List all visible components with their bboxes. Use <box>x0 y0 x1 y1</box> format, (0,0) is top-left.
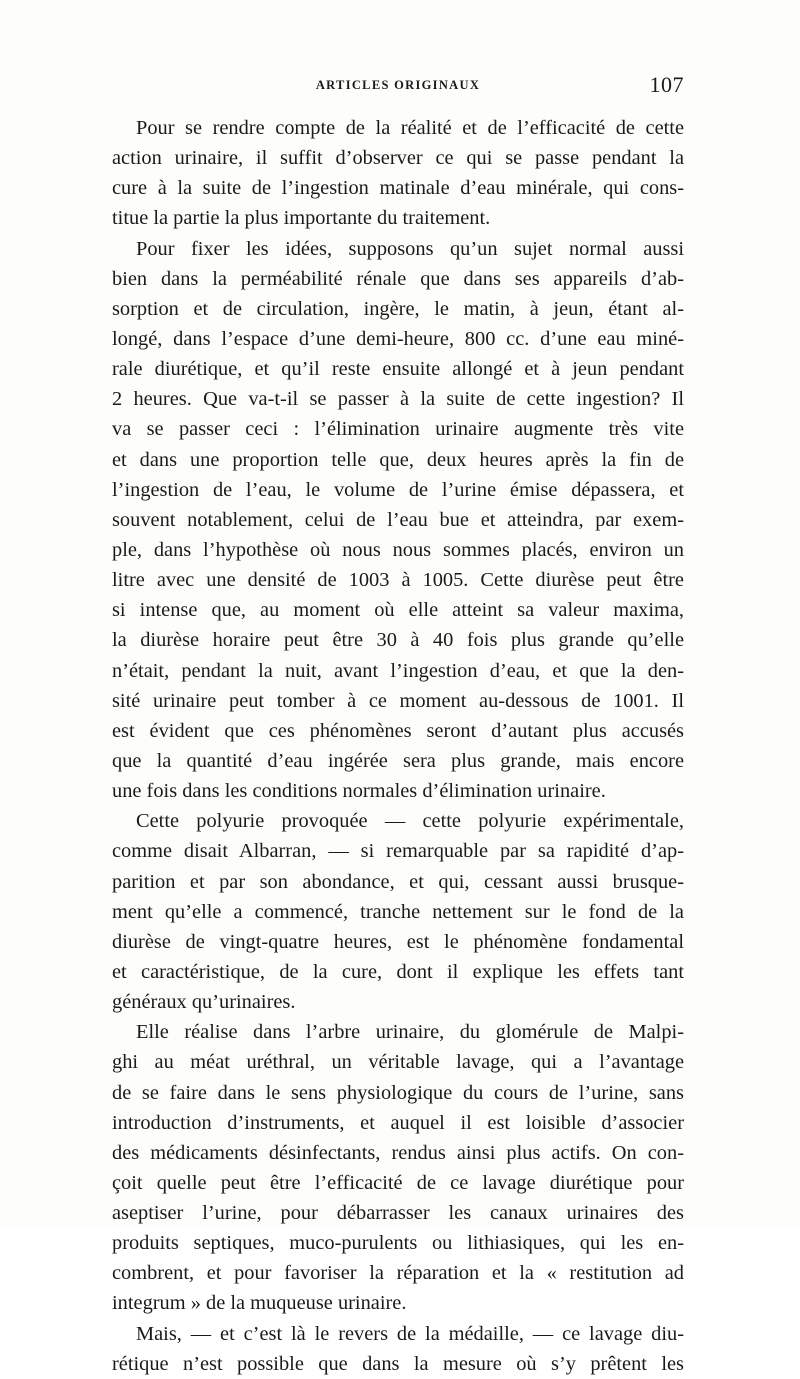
paragraph-line: sité urinaire peut tomber à ce moment au-dessous de 1001. Il <box>112 689 684 712</box>
paragraph-line: bien dans la perméabilité rénale que dans ses appareils d’ab- <box>112 267 684 290</box>
paragraph-line: rale diurétique, et qu’il reste ensuite allongé et à jeun pendant <box>112 358 684 381</box>
paragraph-line: ghi au méat uréthral, un véritable lavage, qui a l’avantage <box>112 1051 684 1074</box>
paragraph-line: est évident que ces phénomènes seront d’autant plus accusés <box>112 719 684 742</box>
paragraph-line: de se faire dans le sens physiologique du cours de l’urine, sans <box>112 1081 684 1104</box>
paragraph-line: et caractéristique, de la cure, dont il explique les effets tant <box>112 960 684 983</box>
paragraph-line: çoit quelle peut être l’efficacité de ce lavage diurétique pour <box>112 1171 684 1194</box>
paragraph-line: comme disait Albarran, — si remarquable par sa rapidité d’ap- <box>112 840 684 863</box>
paragraph-line: parition et par son abondance, et qui, cessant aussi brusque- <box>112 870 684 893</box>
running-title: ARTICLES ORIGINAUX <box>315 78 481 92</box>
paragraph-line: Elle réalise dans l’arbre urinaire, du glomérule de Malpi- <box>136 1021 684 1044</box>
paragraph-line: titue la partie la plus importante du traitement. <box>112 207 491 230</box>
paragraph-line: produits septiques, muco-purulents ou lithiasiques, qui les en- <box>112 1232 684 1255</box>
paragraph-line: va se passer ceci : l’élimination urinaire augmente très vite <box>112 418 684 441</box>
paragraph-line: ment qu’elle a commencé, tranche nettement sur le fond de la <box>112 900 684 923</box>
paragraph-line: la diurèse horaire peut être 30 à 40 fois plus grande qu’elle <box>112 629 684 652</box>
paragraph-line: Pour fixer les idées, supposons qu’un sujet normal aussi <box>136 237 684 260</box>
paragraph-line: litre avec une densité de 1003 à 1005. Cette diurèse peut être <box>112 569 684 592</box>
paragraph-line: si intense que, au moment où elle atteint sa valeur maxima, <box>112 599 684 622</box>
paragraph-line: Cette polyurie provoquée — cette polyurie expérimentale, <box>136 810 684 833</box>
paragraph-line: Pour se rendre compte de la réalité et de l’efficacité de cette <box>136 117 684 139</box>
page-number: 107 <box>649 72 684 97</box>
page-header <box>112 72 684 100</box>
paragraph-line: des médicaments désinfectants, rendus ainsi plus actifs. On con- <box>112 1141 684 1164</box>
paragraph-line: combrent, et pour favoriser la réparation et la « restitution ad <box>112 1262 684 1285</box>
paragraph-line: diurèse de vingt-quatre heures, est le phénomène fondamental <box>112 930 684 953</box>
paragraph-line: et dans une proportion telle que, deux heures après la fin de <box>112 448 684 471</box>
paragraph-line: que la quantité d’eau ingérée sera plus grande, mais encore <box>112 749 684 772</box>
body-text <box>112 113 684 1379</box>
paragraph-line: rétique n’est possible que dans la mesure où s’y prêtent les <box>112 1352 684 1375</box>
paragraph-line: longé, dans l’espace d’une demi-heure, 800 cc. d’une eau miné- <box>112 327 684 350</box>
paragraph-line: integrum » de la muqueuse urinaire. <box>112 1292 407 1315</box>
paragraph-line: Mais, — et c’est là le revers de la médaille, — ce lavage diu- <box>136 1322 684 1345</box>
paragraph-line: n’était, pendant la nuit, avant l’ingestion d’eau, et que la den- <box>112 659 684 682</box>
paragraph-line: cure à la suite de l’ingestion matinale d’eau minérale, qui cons- <box>112 177 684 200</box>
paragraph-line: sorption et de circulation, ingère, le matin, à jeun, étant al- <box>112 297 684 320</box>
paragraph-line: aseptiser l’urine, pour débarrasser les canaux urinaires des <box>112 1202 684 1225</box>
paragraph-line: action urinaire, il suffit d’observer ce qui se passe pendant la <box>112 147 684 170</box>
paragraph-line: 2 heures. Que va-t-il se passer à la suite de cette ingestion? Il <box>112 388 684 411</box>
paragraph-line: l’ingestion de l’eau, le volume de l’urine émise dépassera, et <box>112 478 684 501</box>
paragraph-line: ple, dans l’hypothèse où nous nous sommes placés, environ un <box>112 538 684 561</box>
paragraph-line: souvent notablement, celui de l’eau bue et atteindra, par exem- <box>112 508 684 531</box>
paragraph-line: généraux qu’urinaires. <box>112 991 296 1014</box>
paragraph-line: une fois dans les conditions normales d’élimination urinaire. <box>112 780 606 803</box>
paragraph-line: introduction d’instruments, et auquel il est loisible d’associer <box>112 1111 684 1134</box>
